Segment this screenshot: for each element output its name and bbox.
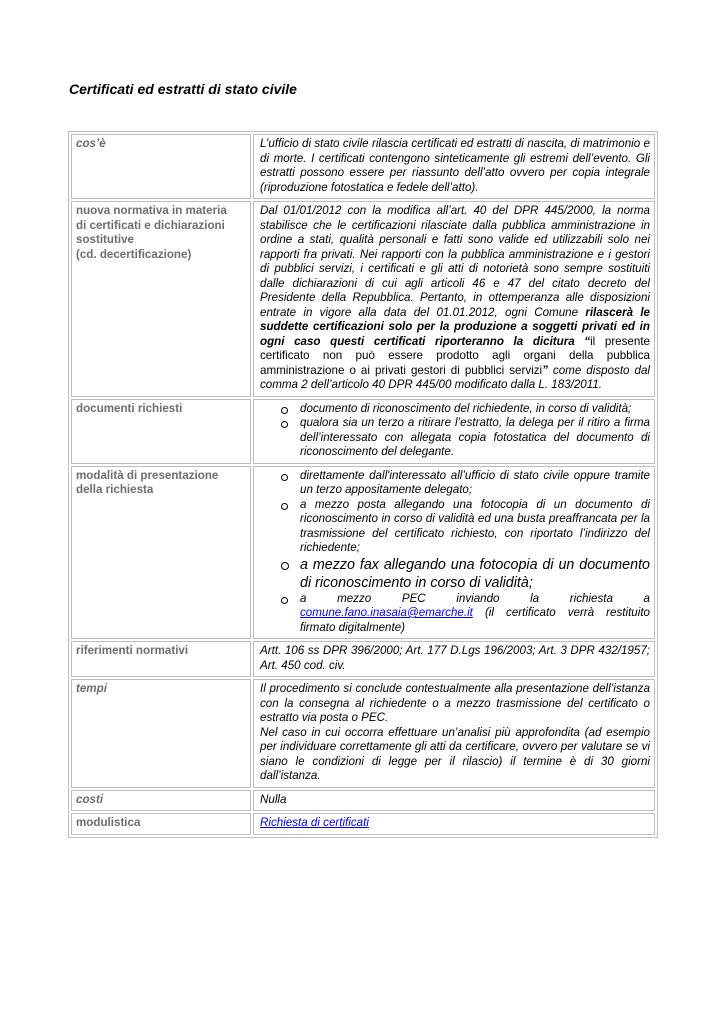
documenti-list [260,402,650,460]
row-label-tempi: tempi [71,679,251,788]
pec-suffix: (il certificato verrà restituito firmato digitalmente) [300,606,650,634]
row-label-documenti: documenti richiesti [71,399,251,464]
row-riferimenti [71,641,655,677]
richiesta-certificati-link[interactable]: Richiesta di certificati [260,816,369,829]
list-item: qualora sia un terzo a ritirare l’estratto, la delega per il ritiro a firma dell’interessato con allegata copia fotostatica del documento di riconoscimento del delegante. [260,416,650,460]
label-line: (cd. decertificazione) [76,247,192,261]
row-label-costi: costi [71,790,251,812]
row-label-normativa [71,201,251,397]
row-value-modalita [253,466,655,640]
row-value-tempi [253,679,655,788]
row-value-normativa [253,201,655,397]
label-line: di certificati e dichiarazioni [76,218,225,232]
list-item [260,592,650,636]
row-value-documenti [253,399,655,464]
normativa-intro: Dal 01/01/2012 con la modifica all’art. 40 del DPR 445/2000, la norma stabilisce che le certificazioni rilasciate dalla pubblica amministrazione in ordine a stati, qualità personali e fatti sono valide ed utilizzabili solo nei rapporti fra privati. Nei rapporti con la pubblica amministrazione e i gestori di pubblici servizi, i certificati e gli atti di notorietà sono sempre sostituiti dalle dichiarazioni di cui agli articoli 46 e 47 del citato decreto del Presidente della Repubblica. Pertanto, in ottemperanza alle disposizioni entrate in vigore alla data del 01.01.2012, ogni Comune [260,204,650,319]
info-table [68,131,658,838]
row-cose [71,134,655,199]
row-value-costi: Nulla [253,790,655,812]
label-line: sostitutive [76,233,134,246]
list-item: direttamente dall'interessato all’ufficio di stato civile oppure tramite un terzo appositamente delegato; [260,469,650,498]
normativa-quote-end: ” [542,363,548,377]
list-item: a mezzo fax allegando una fotocopia di un documento di riconoscimento in corso di validità; [260,556,650,592]
row-label-cose: cos’è [71,134,251,199]
row-value-cose: L’ufficio di stato civile rilascia certificati ed estratti di nascita, di matrimonio e di morte. I certificati contengono sinteticamente gli estremi dell’evento. Gli estratti possono essere per riassunto dell’atto ovvero per copia integrale (riproduzione fotostatica e fedele dell’atto). [253,134,655,199]
label-line: nuova normativa in materia [76,204,227,217]
normativa-end: come disposto dal comma 2 dell’articolo 40 DPR 445/00 modificato dalla L. 183/2011. [260,363,650,391]
tempi-paragraph: Nel caso in cui occorra effettuare un’analisi più approfondita (ad esempio per individuare correttamente gli atti da certificare, ovvero per valutare se vi siano le condizioni di legge per il rilascio) il termine è di 30 giorni dall’istanza. [260,725,650,782]
pec-prefix: a mezzo PEC inviando la richiesta a [300,591,650,605]
label-line: modalità di presentazione [76,468,219,482]
tempi-paragraph: Il procedimento si conclude contestualmente alla presentazione dell’istanza con la consegna al richiedente o a mezzo trasmissione del certificato o estratto via posta o PEC. [260,682,650,724]
label-line: della richiesta [76,483,154,496]
modalita-list [260,469,650,636]
row-costi [71,790,655,812]
row-modulistica [71,813,655,835]
page-title: Certificati ed estratti di stato civile [69,81,297,97]
row-label-modulistica: modulistica [71,813,251,835]
normativa-bold-text: rilascerà le suddette certificazioni solo per la produzione a soggetti privati ed in ogni caso questi certificati riporteranno la dicitura “ [260,305,650,348]
list-item: documento di riconoscimento del richiedente, in corso di validità; [260,402,650,417]
row-label-modalita [71,466,251,640]
row-value-modulistica [253,813,655,835]
row-modalita [71,466,655,640]
row-label-riferimenti: riferimenti normativi [71,641,251,677]
list-item: a mezzo posta allegando una fotocopia di un documento di riconoscimento in corso di validità ed una busta preaffrancata per la trasmissione del certificato richiesto, con riportato l’indirizzo del richiedente; [260,498,650,556]
row-value-riferimenti: Artt. 106 ss DPR 396/2000; Art. 177 D.Lgs 196/2003; Art. 3 DPR 432/1957; Art. 450 cod. civ. [253,641,655,677]
normativa-quote: il presente certificato non può essere prodotto agli organi della pubblica amministrazione o ai privati gestori di pubblici servizi [260,334,650,377]
row-normativa [71,201,655,397]
row-tempi [71,679,655,788]
row-documenti [71,399,655,464]
pec-email-link[interactable]: comune.fano.inasaia@emarche.it [300,606,473,619]
